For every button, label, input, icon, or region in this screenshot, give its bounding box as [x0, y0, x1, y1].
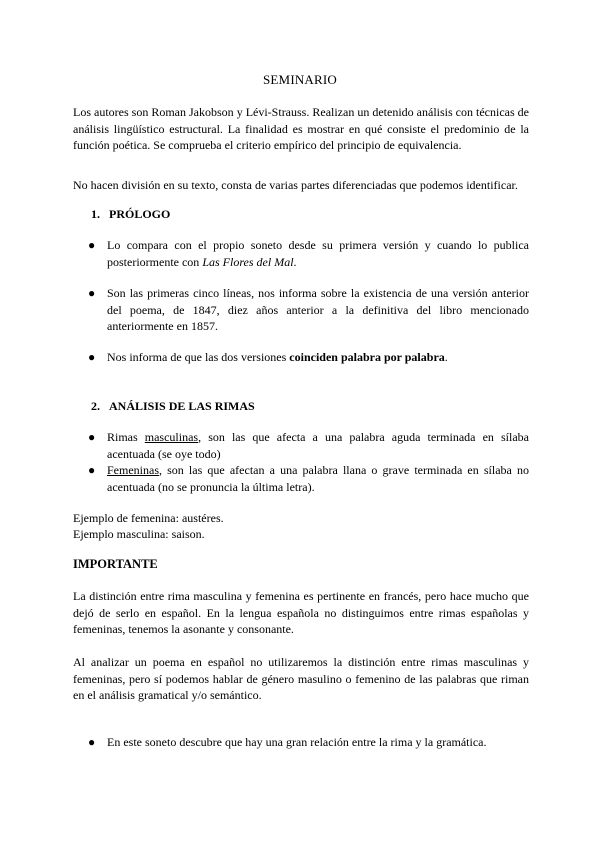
list-item [88, 237, 529, 270]
bullet-icon: ● [88, 286, 96, 300]
term-underlined: masculinas [144, 430, 199, 444]
bullet-text-part: , son las que afectan a una palabra llana o grave terminada en sílaba no acentuada (no se pronuncia la última letra). [107, 463, 529, 494]
section-2-title: ANÁLISIS DE LAS RIMAS [109, 399, 255, 413]
section-1-number: 1. [91, 207, 100, 221]
book-title-italic: Las Flores del Mal [202, 254, 294, 269]
bullet-text [107, 349, 529, 366]
bullet-text [107, 462, 529, 495]
bullet-icon: ● [88, 430, 96, 444]
bullet-icon: ● [88, 463, 96, 477]
list-item [88, 349, 529, 366]
bullet-icon: ● [88, 238, 96, 252]
bullet-icon: ● [88, 350, 96, 364]
bullet-text: Son las primeras cinco líneas, nos informa sobre la existencia de una versión anterior del poema, de 1847, diez años anterior a la definitiva del libro mencionado anteriormente en 1857. [107, 286, 529, 333]
section-1-title: PRÓLOGO [109, 207, 171, 221]
list-item [88, 429, 529, 462]
document-title: SEMINARIO [262, 72, 338, 87]
bullet-text-part: , son las que afecta a una palabra aguda terminada en sílaba acentuada (se oye todo) [107, 430, 529, 461]
list-item [88, 462, 529, 495]
term-underlined: Femeninas [107, 463, 159, 477]
bullet-text-part: Lo compara con el propio soneto desde su primera versión y cuando lo publica posteriormente con [107, 238, 529, 269]
list-item [88, 285, 529, 335]
section-1-heading [91, 206, 170, 223]
no-division-paragraph: No hacen división en su texto, consta de varias partes diferenciadas que podemos identificar. [73, 178, 518, 192]
bullet-text-part: . [444, 350, 448, 364]
bullet-text [107, 429, 529, 462]
bullet-text: En este soneto descubre que hay una gran relación entre la rima y la gramática. [107, 735, 487, 749]
section-2-number: 2. [91, 399, 100, 413]
list-item [88, 734, 529, 751]
section-2-heading [91, 398, 255, 415]
bullet-icon: ● [88, 735, 96, 749]
important-heading: IMPORTANTE [73, 557, 158, 571]
bullet-text-part: . [293, 254, 297, 269]
important-paragraph-1: La distinción entre rima masculina y femenina es pertinente en francés, pero hace mucho que dejó de serlo en español. En la lengua española no distinguimos entre rimas españolas y femeninas, tenemos la asonante y consonante. [73, 589, 529, 636]
important-paragraph-2: Al analizar un poema en español no utilizaremos la distinción entre rimas masculinas y femeninas, pero sí podemos hablar de género masulino o femenino de las palabras que riman en el análisis gramatical y/o semántico. [73, 655, 529, 702]
bullet-text-part: Rimas [107, 430, 145, 444]
intro-paragraph: Los autores son Roman Jakobson y Lévi-Strauss. Realizan un detenido análisis con técnicas de análisis lingüístico estructural. La finalidad es mostrar en qué consiste el predominio de la función poética. Se comprueba el criterio empírico del principio de equivalencia. [73, 105, 529, 152]
example-masculine: Ejemplo masculina: saison. [73, 527, 205, 541]
example-feminine: Ejemplo de femenina: austéres. [73, 511, 224, 525]
bullet-text-part: Nos informa de que las dos versiones [107, 350, 290, 364]
bullet-text [107, 237, 529, 270]
emphasis-bold: coinciden palabra por palabra [289, 350, 445, 364]
